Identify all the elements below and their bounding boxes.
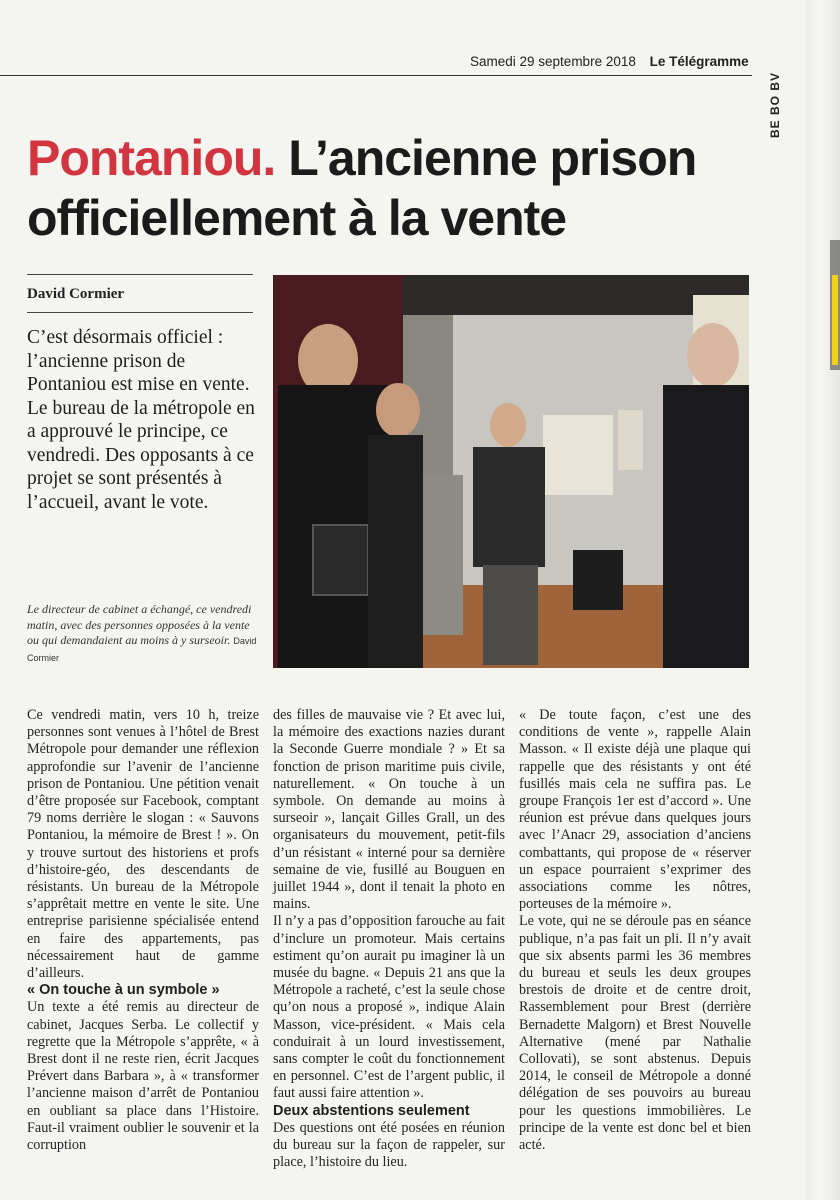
adjacent-page-color-strip: [832, 275, 838, 365]
header-paper-name: Le Télégramme: [649, 54, 749, 69]
body-paragraph: Le vote, qui ne se déroule pas en séance publique, n’a pas fait un pli. Il n’y avait que six absents parmi les 36 membres du bureau et seuls les deux groupes brestois de droite et de centre droit, Rassemblement pour Brest (derrière Bernadette Malgorn) et Brest Nouvelle Alternative (mené par Nathalie Collovati), se sont abstenus. Depuis 2014, le conseil de Métropole a donné délégation de ses pouvoirs au bureau pour les questions immobilières. Le principe de la vente est donc bel et bien acté.: [519, 913, 751, 1154]
body-paragraph: Il n’y a pas d’opposition farouche au fait d’inclure un promoteur. Mais certains estiment qu’on aurait pu imaginer là un musée du bagne. « Depuis 21 ans que la Métropole a racheté, c’est la seule chose qu’on nous a proposé », indique Alain Masson, vice-président. « Mais cela conduirait à un lourd investissement, sans compter le coût du fonctionnement en personnel. C’est de l’argent public, il faut aussi faire attention ».: [273, 913, 505, 1102]
header-date: Samedi 29 septembre 2018: [470, 54, 636, 69]
body-paragraph: « De toute façon, c’est une des conditions de vente », rappelle Alain Masson. « Il existe déjà une plaque qui rappelle que des résistants y ont été fusillés mais cela ne suffira pas. Le groupe François 1er est d’accord ». Une réunion est prévue dans quelques jours avec l’Anacr 29, association d’anciens combattants, qui propose de « réserver un espace pourraient s’exprimer des associations comme les nôtres, porteuses de la mémoire ».: [519, 707, 751, 913]
subhead: Deux abstentions seulement: [273, 1102, 470, 1119]
body-paragraph: Un texte a été remis au directeur de cabinet, Jacques Serba. Le collectif y regrette que la Métropole s’apprête, « à Brest dont il ne reste rien, écrit Jacques Prévert dans Barbara », à « transformer l’ancienne maison d’arrêt de Pontaniou en oubliant sa place dans l’Histoire. Faut-il vraiment oublier le souvenir et la corruption: [27, 999, 259, 1154]
page-header: [470, 54, 760, 69]
page-edge: [806, 0, 840, 1200]
body-paragraph: Ce vendredi matin, vers 10 h, treize personnes sont venues à l’hôtel de Brest Métropole pour demander une réflexion approfondie sur l’avenir de l’ancienne prison de Pontaniou. Une pétition venait d’être proposée sur Facebook, comptant 79 noms derrière le slogan : « Sauvons Pontaniou, la mémoire de Brest ! ». On y trouve surtout des historiens et profs d’histoire-géo, des descendants de résistants. Un bureau de la Métropole s’apprêtait mettre en vente le site. Une entreprise parisienne spécialisée entend en faire des appartements, pas nécessairement haut de gamme d’ailleurs.: [27, 707, 259, 982]
headline: [27, 128, 767, 248]
headline-kicker: Pontaniou.: [27, 130, 276, 186]
byline-rule-bottom: [27, 312, 253, 313]
body-paragraph: Des questions ont été posées en réunion du bureau sur la façon de rappeler, sur place, l’histoire du lieu.: [273, 1119, 505, 1171]
article-column-3: [519, 707, 751, 1154]
subhead: « On touche à un symbole »: [27, 982, 220, 999]
caption-text: Le directeur de cabinet a échangé, ce vendredi matin, avec des personnes opposées à la vente ou qui demandaient au moins à y surseoir.: [27, 602, 252, 648]
photo-caption: [27, 602, 259, 666]
header-rule: [0, 75, 752, 76]
byline-rule-top: [27, 274, 253, 275]
headline-title: L’ancienne prison officiellement à la vente: [27, 130, 697, 246]
byline: David Cormier: [27, 286, 125, 302]
photo-illustration: [273, 275, 749, 668]
body-paragraph: des filles de mauvaise vie ? Et avec lui, la mémoire des exactions nazies durant la Seconde Guerre mondiale ? » Et sa fonction de prison maritime puis civile, naturellement. « On touche à un symbole. On demande au moins à surseoir », lançait Gilles Grall, un des organisateurs du mouvement, petit-fils d’un résistant « interné pour sa dernière semaine de vie, fusillé au Bouguen en juillet 1944 », dont il tenait la photo en mains.: [273, 707, 505, 913]
article-photo: [273, 275, 749, 668]
lede: C’est désormais officiel : l’ancienne prison de Pontaniou est mise en vente. Le bureau de la métropole en a approuvé le principe, ce vendredi. Des opposants à ce projet se sont présentés à l’accueil, avant le vote.: [27, 327, 255, 513]
edition-code: BE BO BV: [768, 71, 782, 138]
article-column-1: [27, 707, 259, 1154]
article-column-2: [273, 707, 505, 1171]
photo-credit: David Cormier: [27, 636, 257, 663]
